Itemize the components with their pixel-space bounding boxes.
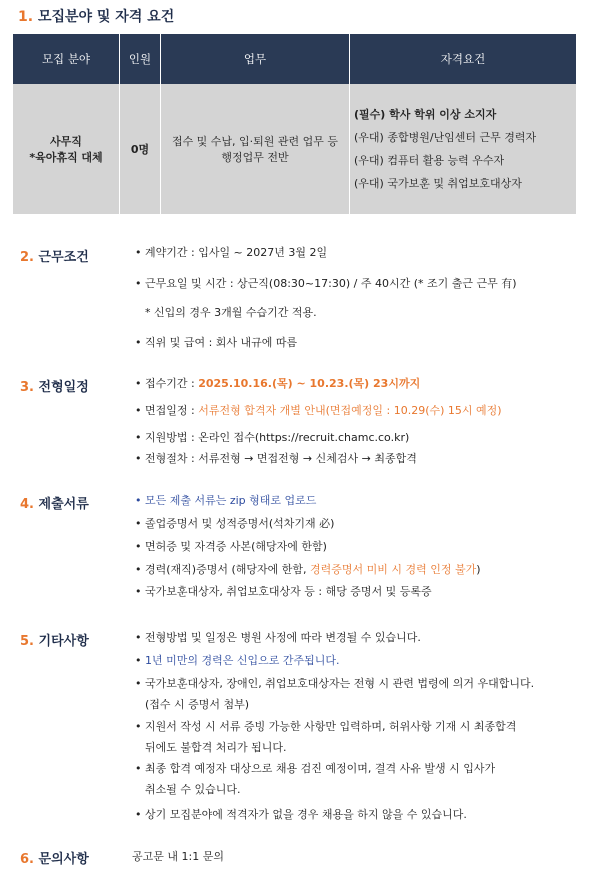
interview-schedule xyxy=(135,402,502,418)
contract-period: • 계약기간 : 입사일 ~ 2027년 3월 2일 xyxy=(135,246,328,259)
table-row xyxy=(13,84,576,214)
cell-field xyxy=(13,84,120,214)
qual-preferred-2: (우대) 컴퓨터 활용 능력 우수자 xyxy=(354,154,505,167)
section-2-title xyxy=(20,246,89,265)
header-duty: 업무 xyxy=(161,34,350,84)
doc-career-warning: 경력증명서 미비 시 경력 인정 불가 xyxy=(309,563,477,576)
qual-preferred-1: (우대) 종합병원/난임센터 근무 경력자 xyxy=(354,131,537,144)
section-1-label: 모집분야 및 자격 요건 xyxy=(37,9,175,25)
etc-career-bullet: • xyxy=(135,654,145,667)
etc-health-check: • 최종 합격 예정자 대상으로 채용 검진 예정이며, 결격 사유 발생 시 입사가 xyxy=(135,762,496,775)
section-2-number: 2. xyxy=(20,250,34,265)
section-1-number: 1. xyxy=(18,9,34,25)
selection-process: • 전형절차 : 서류전형 → 면접전형 → 신체검사 → 최종합격 xyxy=(135,452,417,465)
doc-career xyxy=(135,561,481,577)
etc-preference: • 국가보훈대상자, 장애인, 취업보호대상자는 전형 시 관련 법령에 의거 우대합니다. xyxy=(135,677,535,690)
section-2-label: 근무조건 xyxy=(38,250,89,265)
section-3-label: 전형일정 xyxy=(38,380,89,395)
section-4-title xyxy=(20,493,89,512)
cell-count: 0명 xyxy=(120,84,161,214)
probation-note: * 신입의 경우 3개월 수습기간 적용. xyxy=(145,306,317,319)
section-1-title xyxy=(18,6,174,26)
requirements-table xyxy=(13,34,576,214)
qual-required: (필수) 학사 학위 이상 소지자 xyxy=(354,108,497,121)
section-6-title xyxy=(20,848,89,867)
duty-line-1: 접수 및 수납, 입·퇴원 관련 업무 등 xyxy=(171,135,339,148)
cell-duty xyxy=(161,84,350,214)
section-3-number: 3. xyxy=(20,380,34,395)
interview-schedule-value: 서류전형 합격자 개별 안내(면접예정일 : 10.29(수) 15시 예정) xyxy=(198,404,502,417)
section-6-number: 6. xyxy=(20,852,34,867)
doc-career-label: • 경력(재직)증명서 (해당자에 한함, xyxy=(135,563,310,576)
doc-veteran: • 국가보훈대상자, 취업보호대상자 등 : 해당 증명서 및 등록증 xyxy=(135,585,432,598)
section-3-title xyxy=(20,376,89,395)
field-line-1: 사무직 xyxy=(50,135,82,148)
header-count: 인원 xyxy=(120,34,161,84)
application-period-label: • 접수기간 : xyxy=(135,377,199,390)
doc-license: • 면허증 및 자격증 사본(해당자에 한함) xyxy=(135,540,327,553)
section-5-title xyxy=(20,630,89,649)
section-4-label: 제출서류 xyxy=(38,497,89,512)
inquiry-text: 공고문 내 1:1 문의 xyxy=(132,850,224,863)
etc-change-notice: • 전형방법 및 일정은 병원 사정에 따라 변경될 수 있습니다. xyxy=(135,631,421,644)
qual-preferred-3: (우대) 국가보훈 및 취업보호대상자 xyxy=(354,177,522,190)
interview-schedule-label: • 면접일정 : xyxy=(135,404,199,417)
field-line-2: *육아휴직 대체 xyxy=(29,151,103,164)
etc-health-check-cont: 취소될 수 있습니다. xyxy=(145,783,241,796)
section-6-label: 문의사항 xyxy=(38,852,89,867)
etc-false-info: • 지원서 작성 시 서류 증빙 가능한 사항만 입력하며, 허위사항 기재 시 최종합격 xyxy=(135,720,517,733)
doc-zip-note: • 모든 제출 서류는 zip 형태로 업로드 xyxy=(135,494,317,507)
duty-line-2: 행정업무 전반 xyxy=(221,151,289,164)
table-header-row xyxy=(13,34,576,84)
etc-career-notice xyxy=(135,652,340,668)
etc-career-text: 1년 미만의 경력은 신입으로 간주됩니다. xyxy=(145,654,340,667)
header-field: 모집 분야 xyxy=(13,34,120,84)
position-salary: • 직위 및 급여 : 회사 내규에 따름 xyxy=(135,336,298,349)
section-5-label: 기타사항 xyxy=(38,634,89,649)
application-period xyxy=(135,375,420,391)
doc-diploma: • 졸업증명서 및 성적증명서(석차기재 必) xyxy=(135,517,335,530)
header-qualification: 자격요건 xyxy=(350,34,577,84)
doc-career-close: ) xyxy=(476,563,481,576)
work-hours: • 근무요일 및 시간 : 상근직(08:30~17:30) / 주 40시간 (* 조기 출근 근무 有) xyxy=(135,277,517,290)
application-period-value: 2025.10.16.(목) ~ 10.23.(목) 23시까지 xyxy=(198,377,421,390)
cell-qualification xyxy=(350,84,577,214)
section-4-number: 4. xyxy=(20,497,34,512)
application-method: • 지원방법 : 온라인 접수(https://recruit.chamc.co.kr) xyxy=(135,431,410,444)
etc-preference-note: (접수 시 증명서 첨부) xyxy=(145,698,250,711)
etc-no-hire: • 상기 모집분야에 적격자가 없을 경우 채용을 하지 않을 수 있습니다. xyxy=(135,808,467,821)
etc-false-info-cont: 뒤에도 불합격 처리가 됩니다. xyxy=(145,741,287,754)
section-5-number: 5. xyxy=(20,634,34,649)
